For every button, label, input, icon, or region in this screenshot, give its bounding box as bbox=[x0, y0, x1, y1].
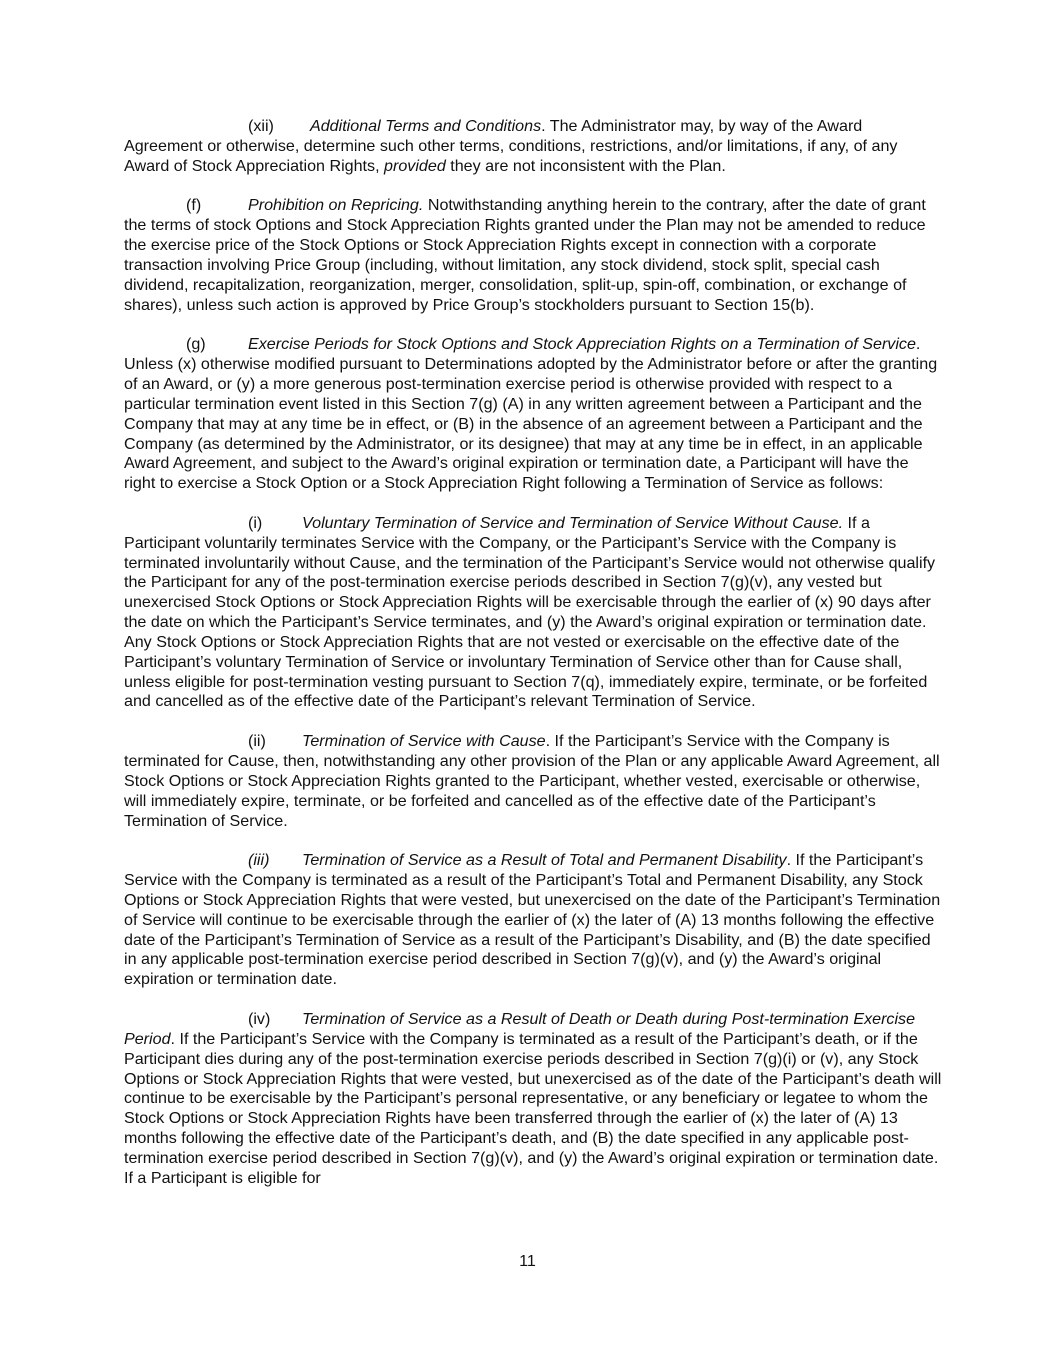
paragraph-body: . If the Participant’s Service with the Company is terminated as a result of the Participant’s Total and Permanent Disability, any Stock Options or Stock Appreciation Rights that were vested, but unexercised on the date of the Participant’s Termination of Service will continue to be exercisable through the earlier of (x) the later of (A) 13 months following the effective date of the Participant’s Termination of Service as a result of the Participant’s Disability, and (B) the date specified in any applicable post-termination exercise period described in Section 7(g)(v), and (y) the Award’s original expiration or termination date. bbox=[124, 851, 941, 989]
paragraph-body: . If the Participant’s Service with the Company is terminated for Cause, then, notwithstanding any other provision of the Plan or any applicable Award Agreement, all Stock Options or Stock Appreciation Rights granted to the Participant, whether vested, exercisable or otherwise, will immediately expire, terminate, or be forfeited and cancelled as of the effective date of the Participant’s Termination of Service. bbox=[124, 732, 940, 830]
paragraph-heading: Voluntary Termination of Service and Termination of Service Without Cause. bbox=[302, 513, 844, 532]
paragraph-heading: Additional Terms and Conditions bbox=[310, 117, 542, 135]
emphasis-term: provided bbox=[384, 156, 446, 175]
paragraph-body: Notwithstanding anything herein to the contrary, after the date of grant the terms of stock Options and Stock Appreciation Rights granted under the Plan may not be amended to reduce the exercise price of the Stock Options or Stock Appreciation Rights except in connection with a corporate transaction involving Price Group (including, without limitation, any stock dividend, stock split, special cash dividend, recapitalization, reorganization, merger, consolidation, split-up, spin-off, combination, or exchange of shares), unless such action is approved by Price Group’s stockholders pursuant to Section 15(b). bbox=[124, 196, 926, 314]
paragraph-xii bbox=[124, 117, 944, 177]
paragraph-g bbox=[124, 335, 944, 494]
paragraph-number: (xii) bbox=[248, 117, 274, 135]
paragraph-body: If a Participant voluntarily terminates Service with the Company, or the Participant’s Service with the Company is terminated involuntarily without Cause, and the termination of the Participant’s Service would not otherwise qualify the Participant for any of the post-termination exercise periods described in Section 7(g)(v), any vested but unexercised Stock Options or Stock Appreciation Rights will be exercisable through the earlier of (x) 90 days after the date on which the Participant’s Service terminates, and (y) the Award’s original expiration or termination date. Any Stock Options or Stock Appreciation Rights that are not vested or exercisable on the effective date of the Participant’s voluntary Termination of Service or involuntary Termination of Service other than for Cause shall, unless eligible for post-termination vesting pursuant to Section 7(q), immediately expire, terminate, or be forfeited and cancelled as of the effective date of the Participant’s relevant Termination of Service. bbox=[124, 513, 936, 711]
paragraph-number: (ii) bbox=[248, 732, 266, 751]
paragraph-number: (i) bbox=[248, 513, 263, 532]
paragraph-heading: Termination of Service as a Result of Death or Death during Post-termination Exercise Period bbox=[124, 1009, 916, 1048]
paragraph-number: (iii) bbox=[248, 851, 270, 870]
paragraph-iv bbox=[124, 1010, 944, 1189]
paragraph-heading: Exercise Periods for Stock Options and Stock Appreciation Rights on a Termination of Service bbox=[248, 335, 916, 354]
paragraph-number: (iv) bbox=[248, 1009, 271, 1028]
paragraph-body: . Unless (x) otherwise modified pursuant to Determinations adopted by the Administrator before or after the granting of an Award, or (y) a more generous post-termination exercise period is otherwise provided with respect to a particular termination event listed in this Section 7(g) (A) in any written agreement between a Participant and the Company that may at any time be in effect, or (B) in the absence of an agreement between a Participant and the Company (as determined by the Administrator, or its designee) that may at any time be in effect, in an applicable Award Agreement, and subject to the Award’s original expiration or termination date, a Participant will have the right to exercise a Stock Option or a Stock Appreciation Right following a Termination of Service as follows: bbox=[124, 335, 938, 493]
paragraph-body: . The Administrator may, by way of the Award Agreement or otherwise, determine such other terms, conditions, restrictions, and/or limitations, if any, of any Award of Stock Appreciation Rights, bbox=[124, 117, 898, 175]
paragraph-ii bbox=[124, 732, 944, 831]
paragraph-f bbox=[124, 196, 944, 315]
paragraph-iii bbox=[124, 851, 944, 990]
paragraph-heading: Termination of Service with Cause bbox=[302, 732, 546, 751]
paragraph-number: (g) bbox=[186, 335, 206, 354]
page-number: 11 bbox=[519, 1252, 536, 1270]
paragraph-body-end: they are not inconsistent with the Plan. bbox=[445, 156, 726, 175]
paragraph-body: . If the Participant’s Service with the Company is terminated as a result of the Participant’s death, or if the Participant dies during any of the post-termination exercise periods described in Section 7(g)(i) or (v), any Stock Options or Stock Appreciation Rights that were vested, but unexercised as of the date of the Participant’s death will continue to be exercisable by the Participant’s personal representative, or any beneficiary or legatee to whom the Stock Options or Stock Appreciation Rights have been transferred through the earlier of (x) the later of (A) 13 months following the effective date of the Participant’s death, and (B) the date specified in any applicable post-termination exercise period described in Section 7(g)(v), and (y) the Award’s original expiration or termination date. If a Participant is eligible for bbox=[124, 1029, 942, 1187]
paragraph-heading: Prohibition on Repricing. bbox=[248, 196, 424, 215]
paragraph-i bbox=[124, 514, 944, 712]
paragraph-number: (f) bbox=[186, 196, 202, 215]
document-page bbox=[124, 117, 944, 1208]
paragraph-heading: Termination of Service as a Result of Total and Permanent Disability bbox=[302, 851, 787, 870]
